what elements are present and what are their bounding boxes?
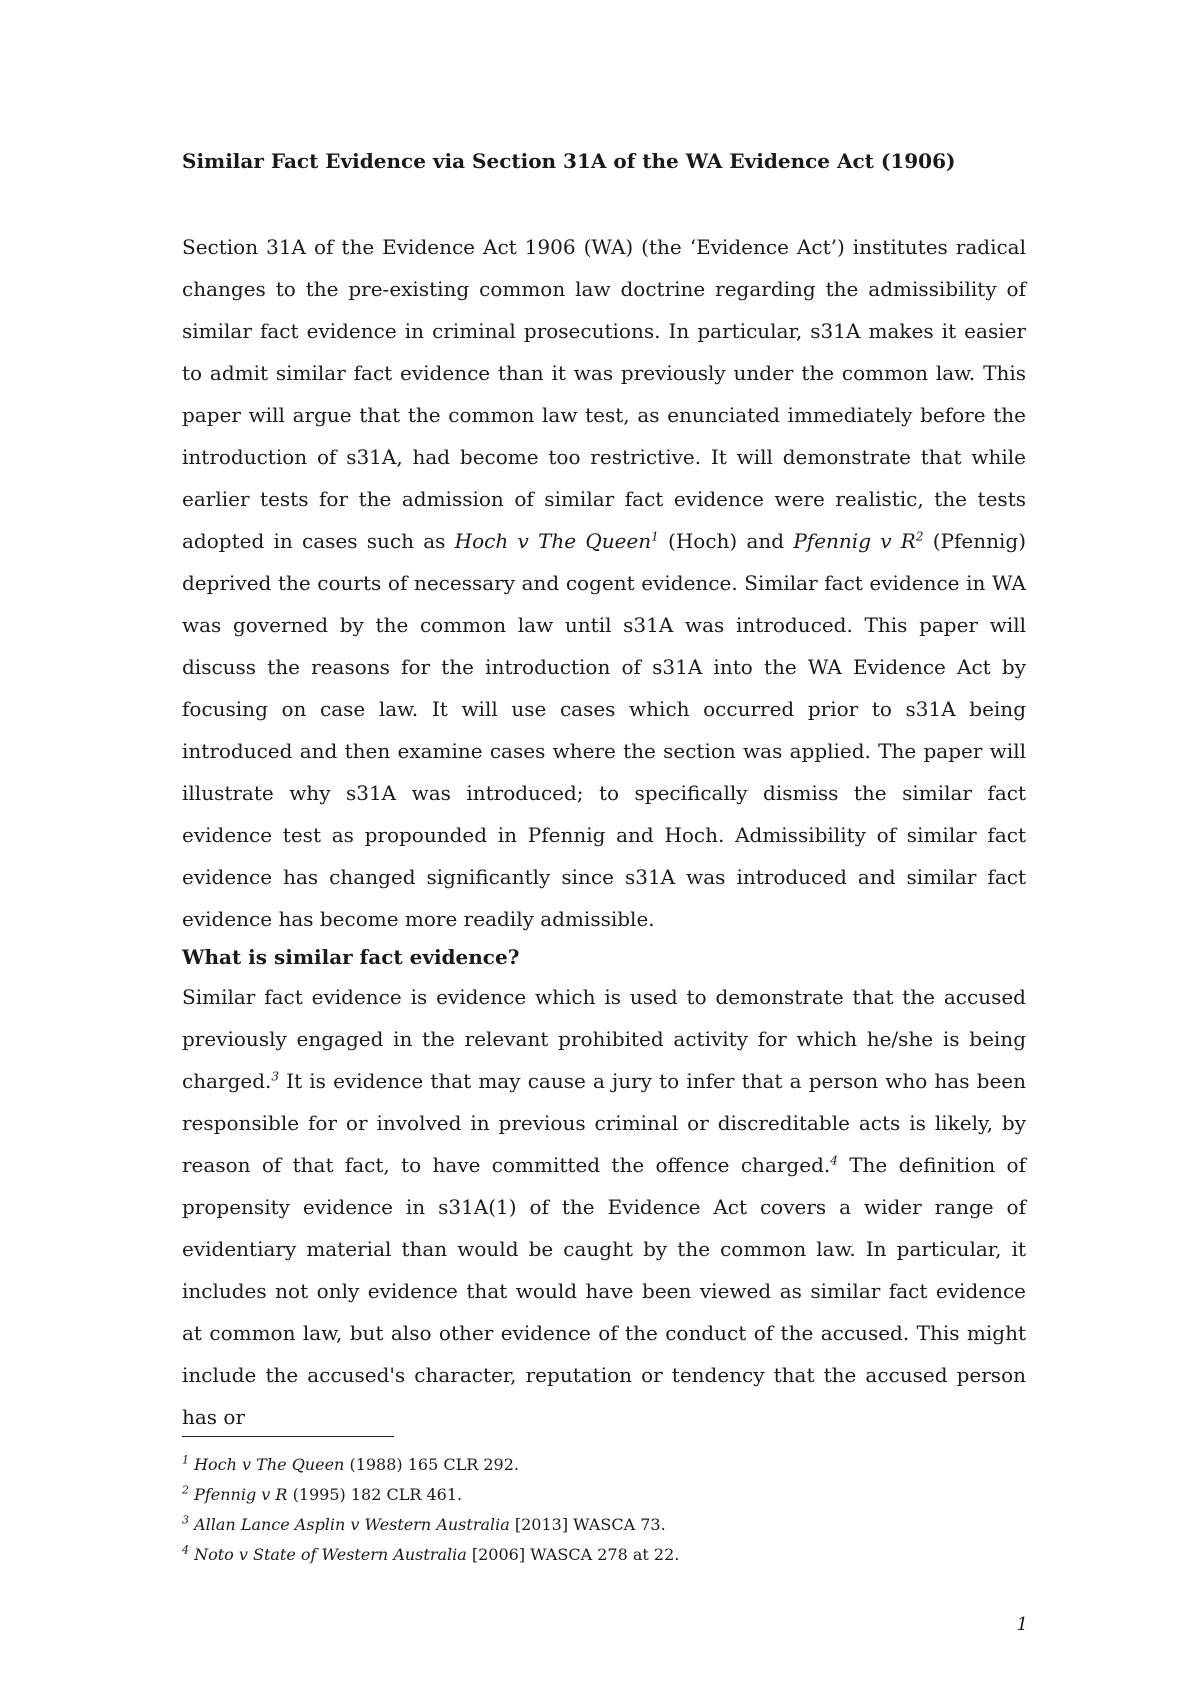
intro-text-2: (Hoch) and xyxy=(658,529,794,553)
footnote-2 xyxy=(182,1480,1022,1510)
intro-text-1: Section 31A of the Evidence Act 1906 (WA) (the ‘Evidence Act’) institutes radical changes to the pre-existing common law doctrine regarding the admissibility of similar fact evidence in criminal prosecutions. In particular, s31A makes it easier to admit similar fact evidence than it was previously under the common law. This paper will argue that the common law test, as enunciated immediately before the introduction of s31A, had become too restrictive. It will demonstrate that while earlier tests for the admission of similar fact evidence were realistic, the tests adopted in cases such as xyxy=(182,235,1026,553)
footnote-citation: (1995) 182 CLR 461. xyxy=(287,1485,463,1504)
section-text-1: Similar fact evidence is evidence which is used to demonstrate that the accused previously engaged in the relevant prohibited activity for which he/she is being charged. xyxy=(182,985,1026,1093)
document-title: Similar Fact Evidence via Section 31A of the WA Evidence Act (1906) xyxy=(182,149,956,173)
footnote-4 xyxy=(182,1540,1022,1570)
footnote-ref-3: 3 xyxy=(271,1069,280,1084)
footnote-citation: [2013] WASCA 73. xyxy=(509,1515,666,1534)
intro-paragraph xyxy=(182,226,1026,940)
footnote-case: Hoch v The Queen xyxy=(194,1455,345,1474)
footnote-divider xyxy=(182,1436,394,1437)
intro-text-3: (Pfennig) deprived the courts of necessary and cogent evidence. Similar fact evidence in WA was governed by the common law until s31A was introduced. This paper will discuss the reasons for the introduction of s31A into the WA Evidence Act by focusing on case law. It will use cases which occurred prior to s31A being introduced and then examine cases where the section was applied. The paper will illustrate why s31A was introduced; to specifically dismiss the similar fact evidence test as propounded in Pfennig and Hoch. Admissibility of similar fact evidence has changed significantly since s31A was introduced and similar fact evidence has become more readily admissible. xyxy=(182,529,1027,931)
footnote-number: 3 xyxy=(182,1513,189,1527)
footnote-number: 2 xyxy=(182,1483,189,1497)
footnote-citation: (1988) 165 CLR 292. xyxy=(344,1455,519,1474)
case-name-hoch: Hoch v The Queen xyxy=(454,529,652,553)
case-name-pfennig: Pfennig v R xyxy=(793,529,916,553)
footnote-ref-1: 1 xyxy=(651,529,659,544)
footnote-1 xyxy=(182,1450,1022,1480)
footnote-number: 1 xyxy=(182,1453,189,1467)
section-heading: What is similar fact evidence? xyxy=(182,945,520,969)
footnote-case: Pfennig v R xyxy=(194,1485,288,1504)
section-text-3: The definition of propensity evidence in s31A(1) of the Evidence Act covers a wider range of evidentiary material than would be caught by the common law. In particular, it includes not only evidence that would have been viewed as similar fact evidence at common law, but also other evidence of the conduct of the accused. This might include the accused's character, reputation or tendency that the accused person has or xyxy=(182,1153,1027,1429)
footnote-3 xyxy=(182,1510,1022,1540)
footnote-ref-4: 4 xyxy=(830,1153,838,1168)
footnote-case: Allan Lance Asplin v Western Australia xyxy=(194,1515,510,1534)
footnote-ref-2: 2 xyxy=(915,529,924,544)
section-paragraph xyxy=(182,976,1026,1438)
section-text-2: It is evidence that may cause a jury to infer that a person who has been responsible for or involved in previous criminal or discreditable acts is likely, by reason of that fact, to have committed the offence charged. xyxy=(182,1069,1026,1177)
footnotes xyxy=(182,1450,1022,1570)
footnote-case: Noto v State of Western Australia xyxy=(194,1545,467,1564)
footnote-number: 4 xyxy=(182,1543,189,1557)
page-number: 1 xyxy=(1016,1614,1028,1635)
footnote-citation: [2006] WASCA 278 at 22. xyxy=(466,1545,680,1564)
